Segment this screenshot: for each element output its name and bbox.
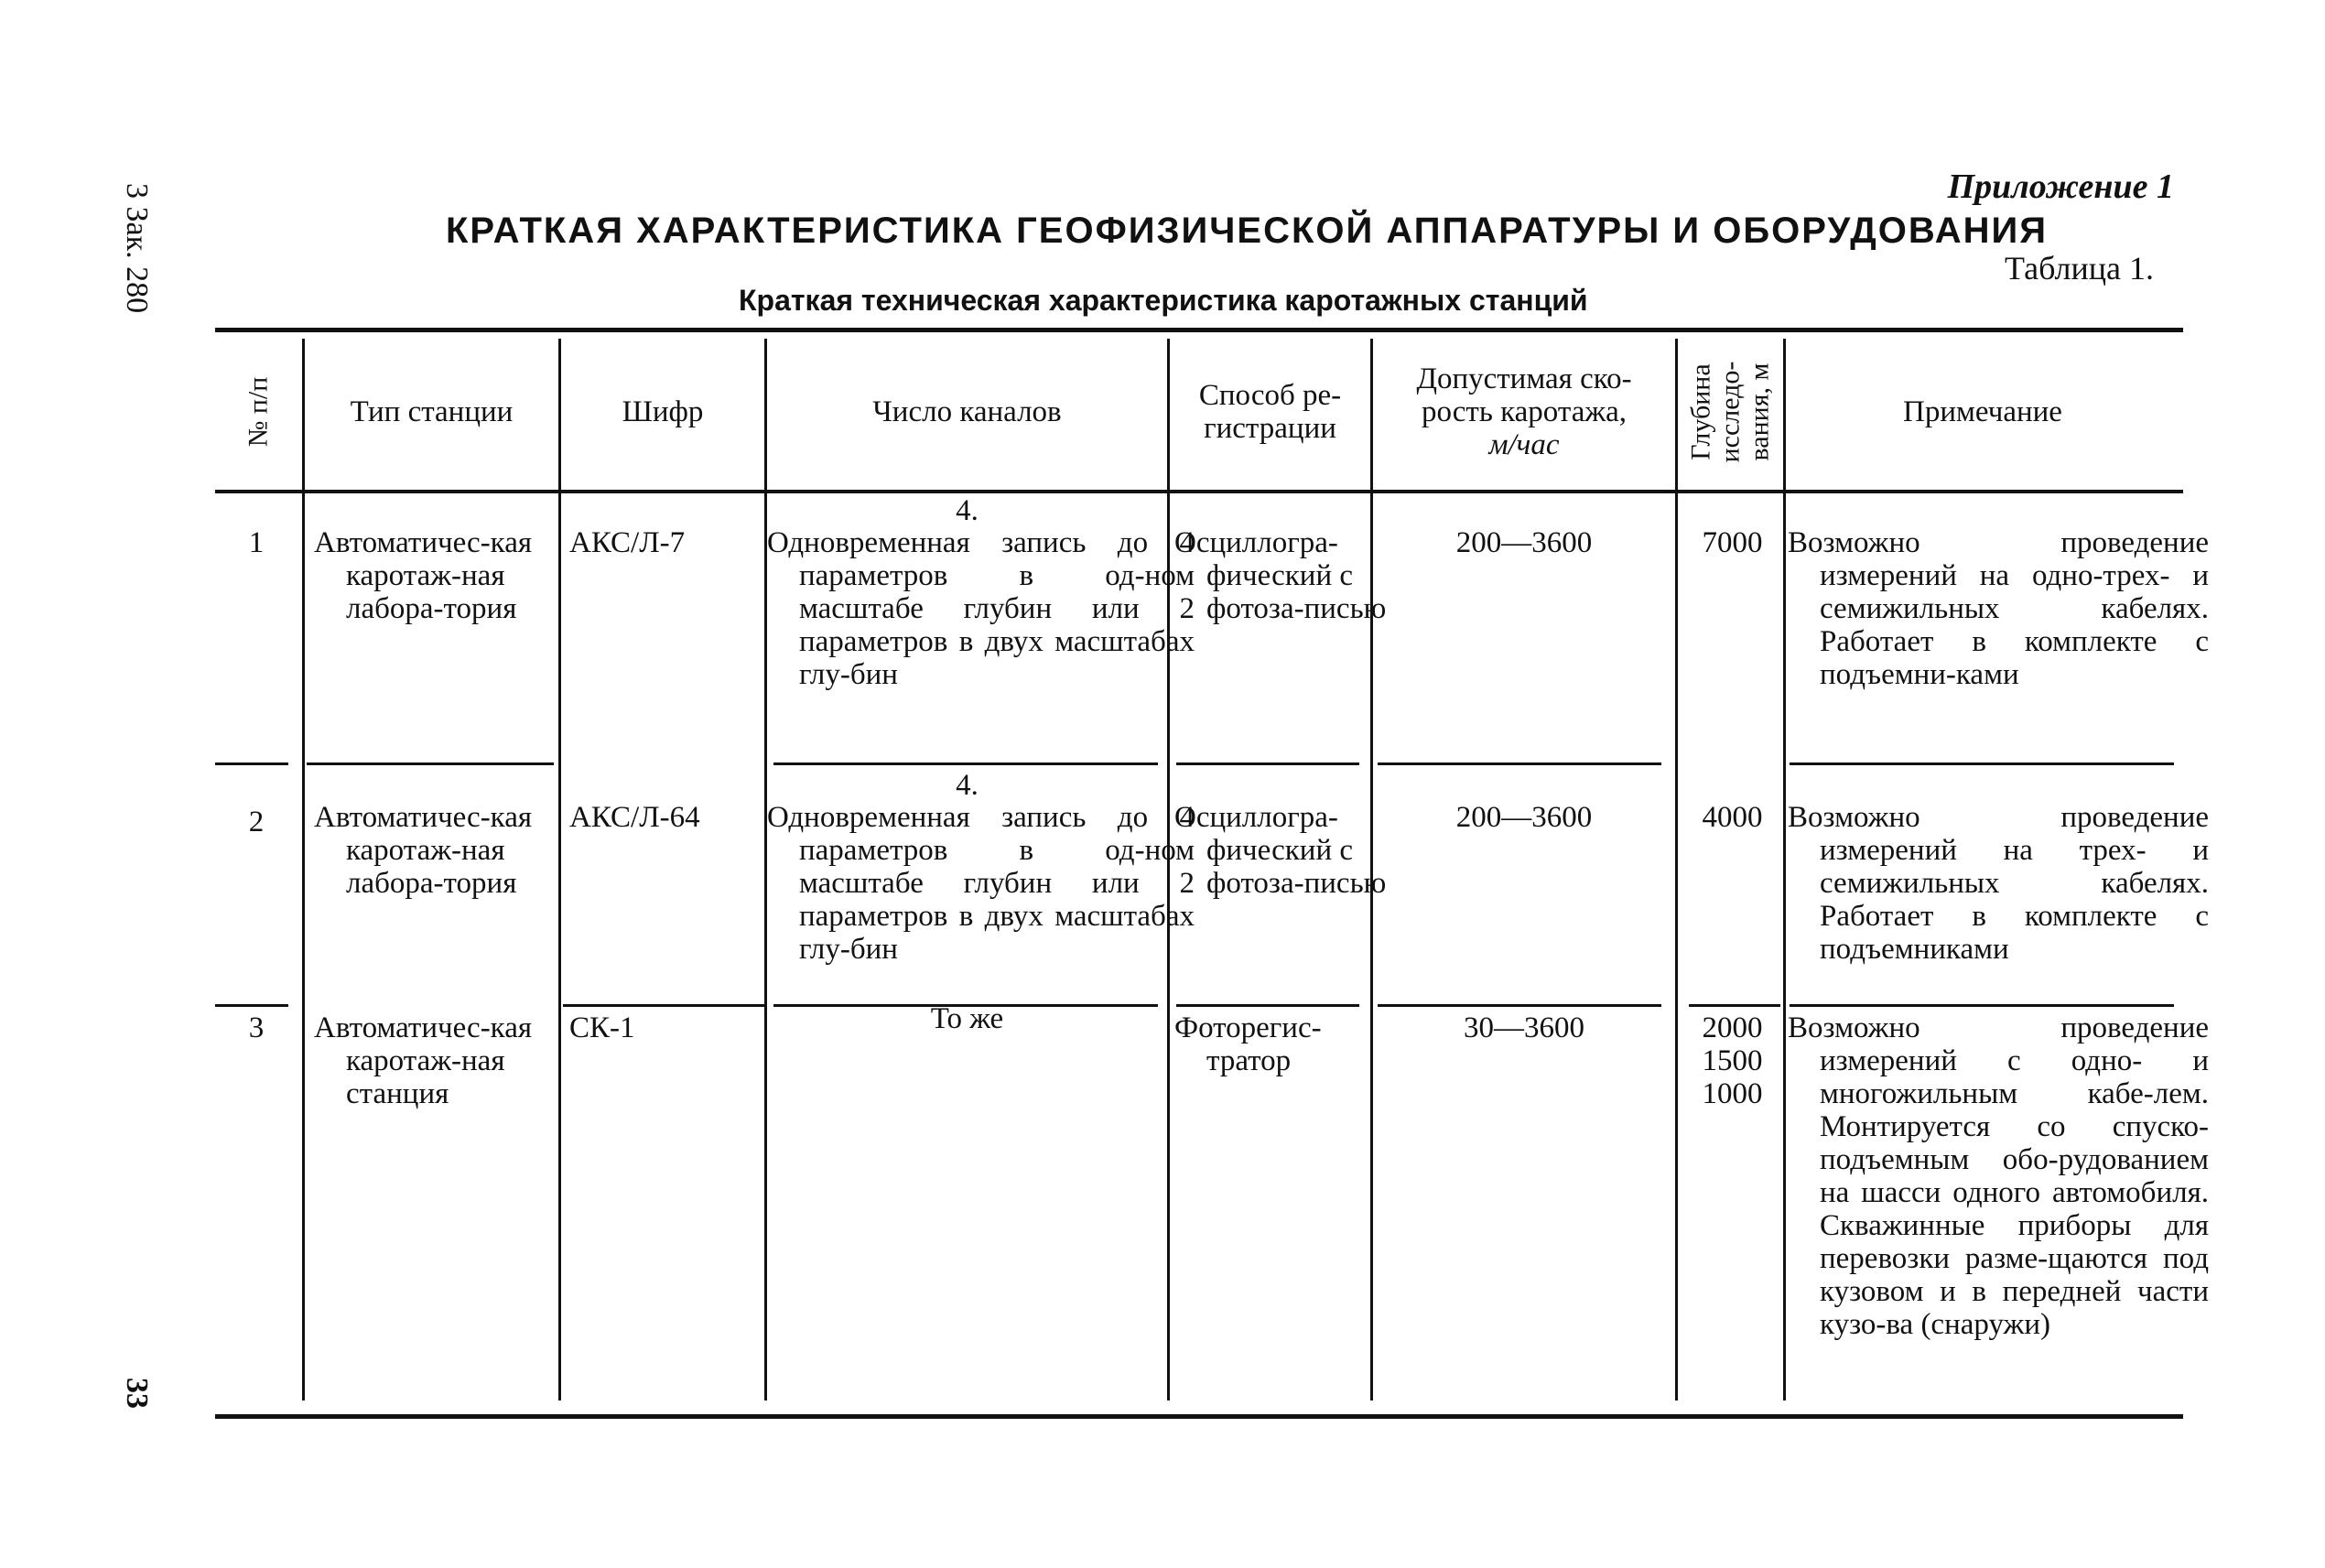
page-number: 33 xyxy=(120,1378,154,1409)
header-method-line1: Способ ре- xyxy=(1198,379,1342,412)
row3-note: Возможно проведение измерений с одно- и многожильным кабе-лем. Монтируется со спуско-подъемным обо-рудованием на шасси одного автомобиля. Скважинные приборы для перевозки разме-щаются под кузовом и в передней части кузо-ва (снаружи) xyxy=(1788,1011,2209,1341)
row1-channels-count: 4. xyxy=(956,494,979,527)
row-separator xyxy=(215,762,288,765)
row3-code: СК-1 xyxy=(569,1011,635,1044)
column-line xyxy=(302,339,305,1400)
row2-note: Возможно проведение измерений на трех- и семижильных кабелях. Работает в комплекте с подъемниками xyxy=(1788,801,2209,966)
row1-depth: 7000 xyxy=(1702,526,1763,559)
row-separator xyxy=(1790,1004,2174,1007)
header-speed-line2: рость каротажа, xyxy=(1421,395,1628,428)
row3-depth: 2000 1500 1000 xyxy=(1702,1011,1763,1110)
row-separator xyxy=(1378,1004,1661,1007)
table-top-rule xyxy=(215,328,2183,332)
header-method-line2: гистрации xyxy=(1204,412,1336,445)
row2-speed: 200—3600 xyxy=(1455,801,1593,834)
row1-num: 1 xyxy=(248,526,265,559)
row-separator xyxy=(563,1004,764,1007)
header-speed-line3: м/час xyxy=(1488,428,1560,461)
row3-method: Фоторегис-тратор xyxy=(1174,1011,1322,1077)
header-depth-label xyxy=(1687,362,1775,463)
header-num xyxy=(215,334,302,490)
row1-note: Возможно проведение измерений на одно-трех- и семижильных кабелях. Работает в комплекте с подъемни-ками xyxy=(1788,526,2209,691)
main-title: КРАТКАЯ ХАРАКТЕРИСТИКА ГЕОФИЗИЧЕСКОЙ АППАРАТУРЫ И ОБОРУДОВАНИЯ xyxy=(446,211,2049,251)
header-code xyxy=(561,334,764,490)
row1-code: АКС/Л-7 xyxy=(569,526,686,559)
row1-speed: 200—3600 xyxy=(1455,526,1593,559)
row1-type: Автоматичес-кая каротаж-ная лабора-тория xyxy=(314,526,533,625)
header-depth-line2: исследо- xyxy=(1714,361,1746,463)
row-separator xyxy=(1176,1004,1359,1007)
header-depth-line1: Глубина xyxy=(1685,363,1716,460)
row-separator xyxy=(215,1004,288,1007)
table-title: Краткая техническая характеристика каротажных станций xyxy=(739,284,1588,317)
header-type-label: Тип станции xyxy=(350,395,514,428)
side-note: 3 Зак. 280 xyxy=(120,183,154,314)
row2-code: АКС/Л-64 xyxy=(569,801,700,834)
table-bottom-rule xyxy=(215,1414,2183,1419)
row2-type: Автоматичес-кая каротаж-ная лабора-тория xyxy=(314,801,533,900)
row2-channels-count: 4. xyxy=(956,769,979,802)
row2-method: Осциллогра-фический с фотоза-писью xyxy=(1174,801,1387,900)
row-separator xyxy=(307,762,554,765)
row3-speed: 30—3600 xyxy=(1464,1011,1584,1044)
row1-channels-text: Одновременная запись до 4 параметров в од-ном масштабе глубин или 2 параметров в двух масштабах глу-бин xyxy=(767,526,1195,691)
row-separator xyxy=(1689,1004,1780,1007)
row3-channels-text: То же xyxy=(930,1002,1004,1035)
header-depth xyxy=(1678,334,1783,490)
column-line xyxy=(1783,339,1786,1400)
row2-num: 2 xyxy=(248,806,265,838)
row3-type: Автоматичес-кая каротаж-ная станция xyxy=(314,1011,533,1110)
row-separator xyxy=(1176,762,1359,765)
row-separator xyxy=(773,762,1158,765)
header-note-label: Примечание xyxy=(1903,395,2062,428)
row-separator xyxy=(1378,762,1661,765)
column-line xyxy=(558,339,561,1400)
header-speed-line1: Допустимая ско- xyxy=(1416,362,1632,395)
header-note xyxy=(1786,334,2179,490)
header-num-label: № п/п xyxy=(243,376,274,448)
column-line xyxy=(1675,339,1678,1400)
header-channels xyxy=(767,334,1167,490)
row3-num: 3 xyxy=(248,1011,265,1044)
header-bottom-rule xyxy=(215,490,2183,493)
row2-channels-text: Одновременная запись до 4 параметров в од-ном масштабе глубин или 2 параметров в двух масштабах глу-бин xyxy=(767,801,1195,966)
table-number: Таблица 1. xyxy=(2005,250,2154,287)
header-speed xyxy=(1373,334,1675,490)
header-depth-line3: вания, м xyxy=(1744,362,1775,461)
header-channels-label: Число каналов xyxy=(872,395,1062,428)
row2-depth: 4000 xyxy=(1702,801,1763,834)
row1-method: Осциллогра-фический с фотоза-писью xyxy=(1174,526,1387,625)
row-separator xyxy=(1790,762,2174,765)
header-code-label: Шифр xyxy=(622,395,704,428)
header-method xyxy=(1170,334,1370,490)
appendix-label: Приложение 1 xyxy=(1947,168,2174,206)
header-type xyxy=(305,334,558,490)
